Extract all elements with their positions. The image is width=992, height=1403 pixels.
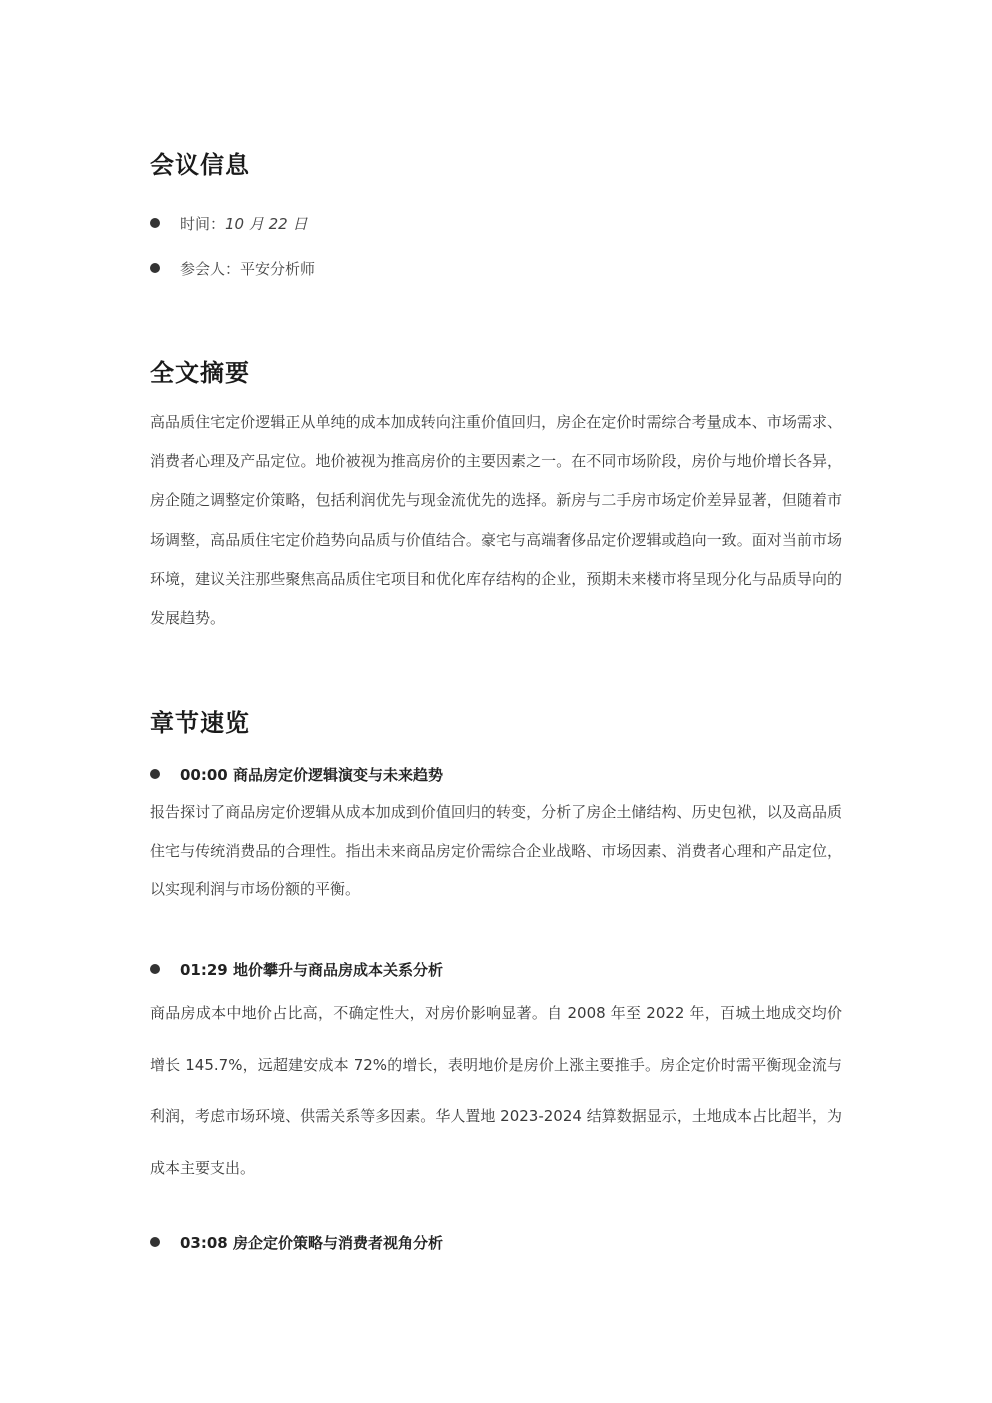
bullet-icon [150,1237,160,1247]
chapter-item [150,1230,842,1254]
bullet-icon [150,964,160,974]
chapter-summary: 商品房成本中地价占比高，不确定性大，对房价影响显著。自 2008 年至 2022 年，百城土地成交均价增长 145.7%，远超建安成本 72%的增长，表明地价是房价上涨主要推手。房企定价时需平衡现金流与利润，考虑市场环境、供需关系等多因素。华人置地 2023-2024 结算数据显示，土地成本占比超半，为成本主要支出。 [150,1004,842,1177]
meeting-attendees-label: 参会人： [180,259,241,278]
chapter-item [150,762,842,786]
meeting-time-item [150,211,842,235]
meeting-info-heading: 会议信息 [150,151,250,179]
chapter-title: 00:00 商品房定价逻辑演变与未来趋势 [180,765,443,784]
chapters-heading: 章节速览 [150,709,250,737]
bullet-icon [150,218,160,228]
chapter-item [150,957,842,981]
bullet-icon [150,769,160,779]
meeting-time-label: 时间： [180,214,226,233]
meeting-time-text [180,213,308,234]
chapter-title: 03:08 房企定价策略与消费者视角分析 [180,1233,443,1252]
chapter-summary: 报告探讨了商品房定价逻辑从成本加成到价值回归的转变，分析了房企土储结构、历史包袱，以及高品质住宅与传统消费品的合理性。指出未来商品房定价需综合企业战略、市场因素、消费者心理和产品定位，以实现利润与市场份额的平衡。 [150,803,842,898]
meeting-attendees-item [150,256,842,280]
bullet-icon [150,263,160,273]
meeting-attendees-text [180,258,315,279]
summary-paragraph: 高品质住宅定价逻辑正从单纯的成本加成转向注重价值回归，房企在定价时需综合考量成本、市场需求、消费者心理及产品定位。地价被视为推高房价的主要因素之一。在不同市场阶段，房价与地价增长各异，房企随之调整定价策略，包括利润优先与现金流优先的选择。新房与二手房市场定价差异显著，但随着市场调整，高品质住宅定价趋势向品质与价值结合。豪宅与高端奢侈品定价逻辑或趋向一致。面对当前市场环境，建议关注那些聚焦高品质住宅项目和优化库存结构的企业，预期未来楼市将呈现分化与品质导向的发展趋势。 [150,413,842,628]
summary-heading: 全文摘要 [150,359,250,387]
meeting-attendees-value: 平安分析师 [240,259,316,278]
chapter-title: 01:29 地价攀升与商品房成本关系分析 [180,960,443,979]
meeting-time-value: 10 月 22 日 [225,214,308,233]
